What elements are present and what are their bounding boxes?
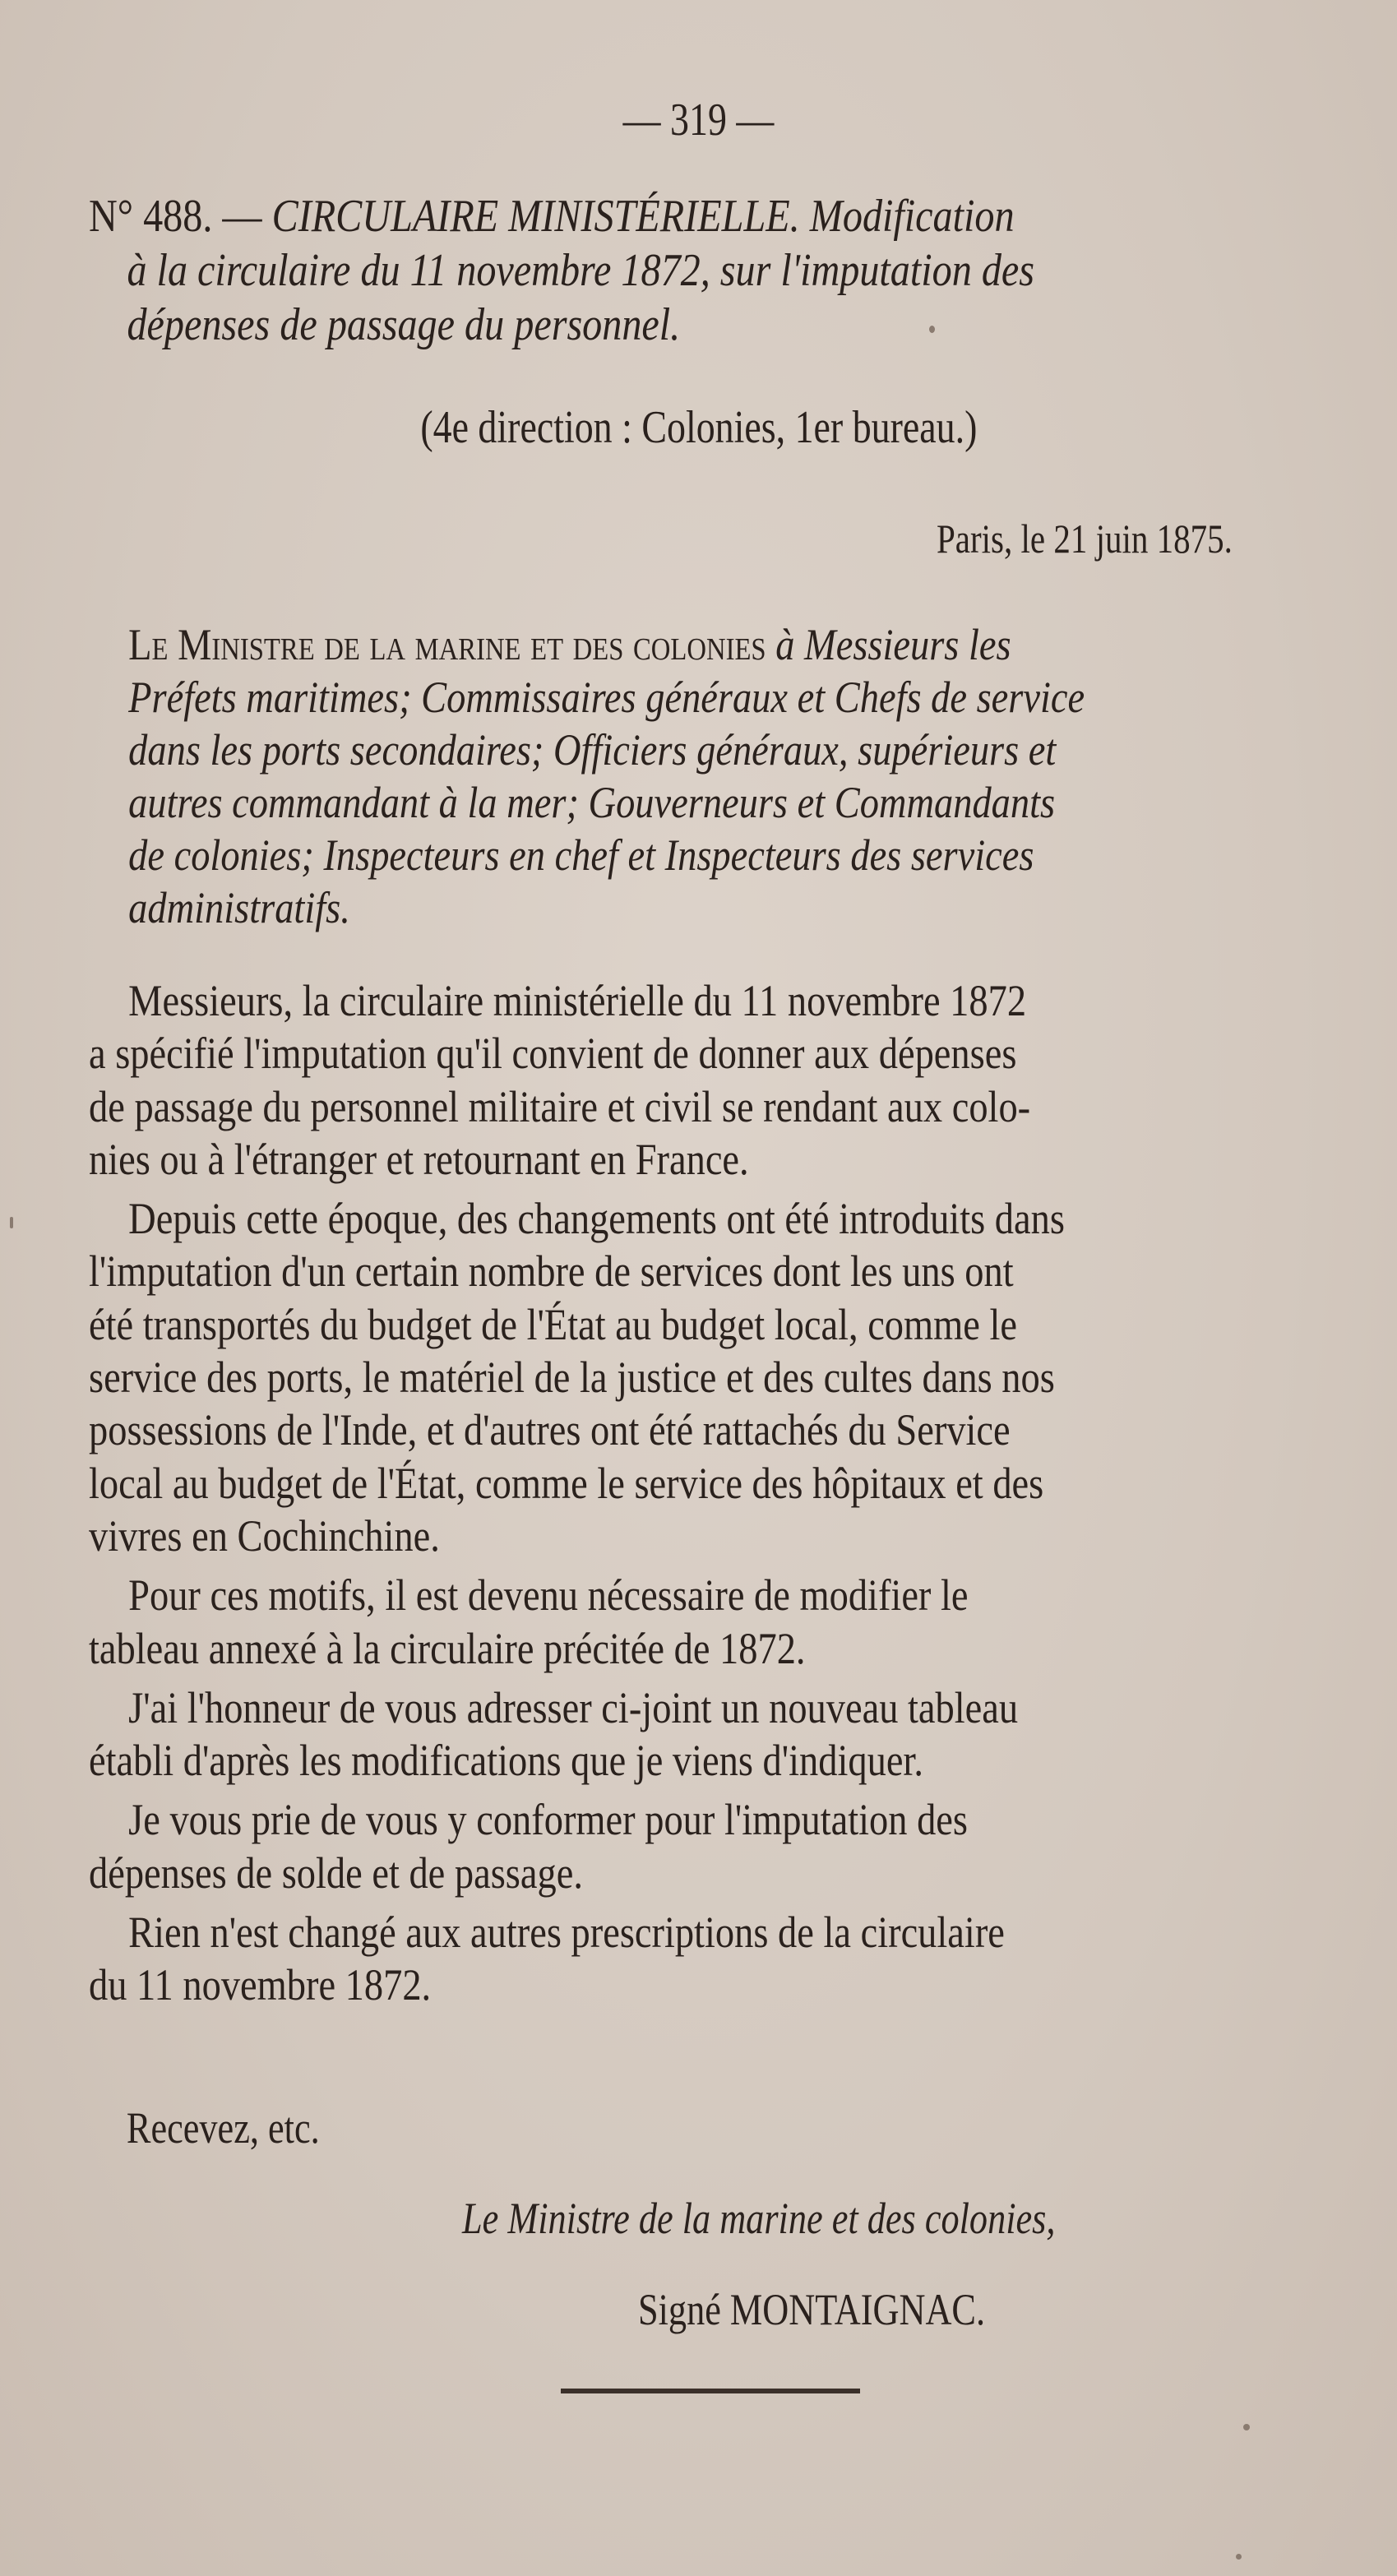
address-line-5: de colonies; Inspecteurs en chef et Inspecteurs des services bbox=[128, 830, 1034, 880]
address-line-6: administratifs. bbox=[128, 883, 350, 932]
paragraph-6 bbox=[89, 1906, 1332, 2012]
paragraph-line: été transportés du budget de l'État au budget local, comme le bbox=[89, 1299, 1018, 1349]
direction-text: (4e direction : Colonies, 1er bureau.) bbox=[419, 402, 978, 453]
paper-speck bbox=[1243, 2424, 1250, 2430]
heading-line-2: à la circulaire du 11 novembre 1872, sur l'imputation des bbox=[127, 245, 1035, 296]
address-block bbox=[89, 618, 1332, 934]
signature-name bbox=[638, 2284, 1062, 2335]
heading-line-1 bbox=[89, 189, 1158, 243]
address-minister: Le Ministre de la marine et des colonies bbox=[128, 620, 766, 669]
paragraph-line: tableau annexé à la circulaire précitée de 1872. bbox=[89, 1623, 806, 1673]
heading-line-3: dépenses de passage du personnel. bbox=[127, 299, 681, 350]
paragraph-line: J'ai l'honneur de vous adresser ci-joint un nouveau tableau bbox=[128, 1682, 1019, 1732]
address-recipient-start: à Messieurs les bbox=[775, 620, 1011, 669]
address-line-2: Préfets maritimes; Commissaires généraux et Chefs de service bbox=[128, 673, 1085, 722]
date-text: Paris, le 21 juin 1875. bbox=[937, 516, 1233, 562]
page-number: — 319 — bbox=[622, 95, 775, 146]
address-line-1 bbox=[89, 618, 1158, 671]
signature-name-text: Signé MONTAIGNAC. bbox=[638, 2285, 986, 2334]
paragraph-2 bbox=[89, 1192, 1332, 1562]
document-heading bbox=[89, 189, 1332, 352]
address-line-3: dans les ports secondaires; Officiers généraux, supérieurs et bbox=[128, 725, 1057, 775]
paragraph-line: établi d'après les modifications que je viens d'indiquer. bbox=[89, 1736, 923, 1786]
paragraph-line: service des ports, le matériel de la justice et des cultes dans nos bbox=[89, 1353, 1055, 1403]
paragraph-line: Messieurs, la circulaire ministérielle du 11 novembre 1872 bbox=[128, 976, 1027, 1025]
paragraph-line: de passage du personnel militaire et civil se rendant aux colo- bbox=[89, 1081, 1031, 1131]
signature-title bbox=[462, 2193, 1186, 2244]
address-line-4: autres commandant à la mer; Gouverneurs et Commandants bbox=[128, 778, 1056, 827]
paragraph-line: dépenses de solde et de passage. bbox=[89, 1848, 583, 1898]
heading-subtitle-start: Modification bbox=[809, 191, 1015, 242]
signature-title-text: Le Ministre de la marine et des colonies, bbox=[462, 2194, 1056, 2243]
direction-line bbox=[0, 401, 1397, 454]
paragraph-line: possessions de l'Inde, et d'autres ont été rattachés du Service bbox=[89, 1405, 1011, 1455]
paragraph-line: du 11 novembre 1872. bbox=[89, 1960, 432, 2010]
paragraph-line: local au budget de l'État, comme le service des hôpitaux et des bbox=[89, 1458, 1044, 1508]
heading-number: N° 488. — bbox=[89, 191, 262, 242]
paper-speck bbox=[1236, 2554, 1242, 2560]
paragraph-line: nies ou à l'étranger et retournant en France. bbox=[89, 1134, 749, 1184]
paragraph-line: Depuis cette époque, des changements ont été introduits dans bbox=[128, 1194, 1065, 1244]
paper-speck bbox=[10, 1217, 13, 1228]
paragraph-1 bbox=[89, 974, 1332, 1186]
paragraph-5 bbox=[89, 1793, 1332, 1899]
closing-text: Recevez, etc. bbox=[126, 2103, 320, 2153]
paragraph-4 bbox=[89, 1681, 1332, 1787]
closing-rule bbox=[561, 2389, 860, 2393]
heading-title: CIRCULAIRE MINISTÉRIELLE. bbox=[271, 191, 800, 242]
paragraph-line: Pour ces motifs, il est devenu nécessaire de modifier le bbox=[128, 1570, 969, 1621]
paragraph-line: l'imputation d'un certain nombre de services dont les uns ont bbox=[89, 1246, 1014, 1297]
closing-formula bbox=[89, 2102, 370, 2153]
paragraph-line: Je vous prie de vous y conformer pour l'imputation des bbox=[128, 1795, 968, 1845]
paragraph-line: vivres en Cochinchine. bbox=[89, 1510, 440, 1561]
letter-body bbox=[89, 974, 1332, 2012]
paragraph-3 bbox=[89, 1569, 1332, 1675]
date-line bbox=[872, 515, 1233, 562]
paragraph-line: Rien n'est changé aux autres prescriptions de la circulaire bbox=[128, 1908, 1005, 1958]
paper-speck bbox=[929, 326, 935, 333]
paragraph-line: a spécifié l'imputation qu'il convient de donner aux dépenses bbox=[89, 1029, 1017, 1079]
